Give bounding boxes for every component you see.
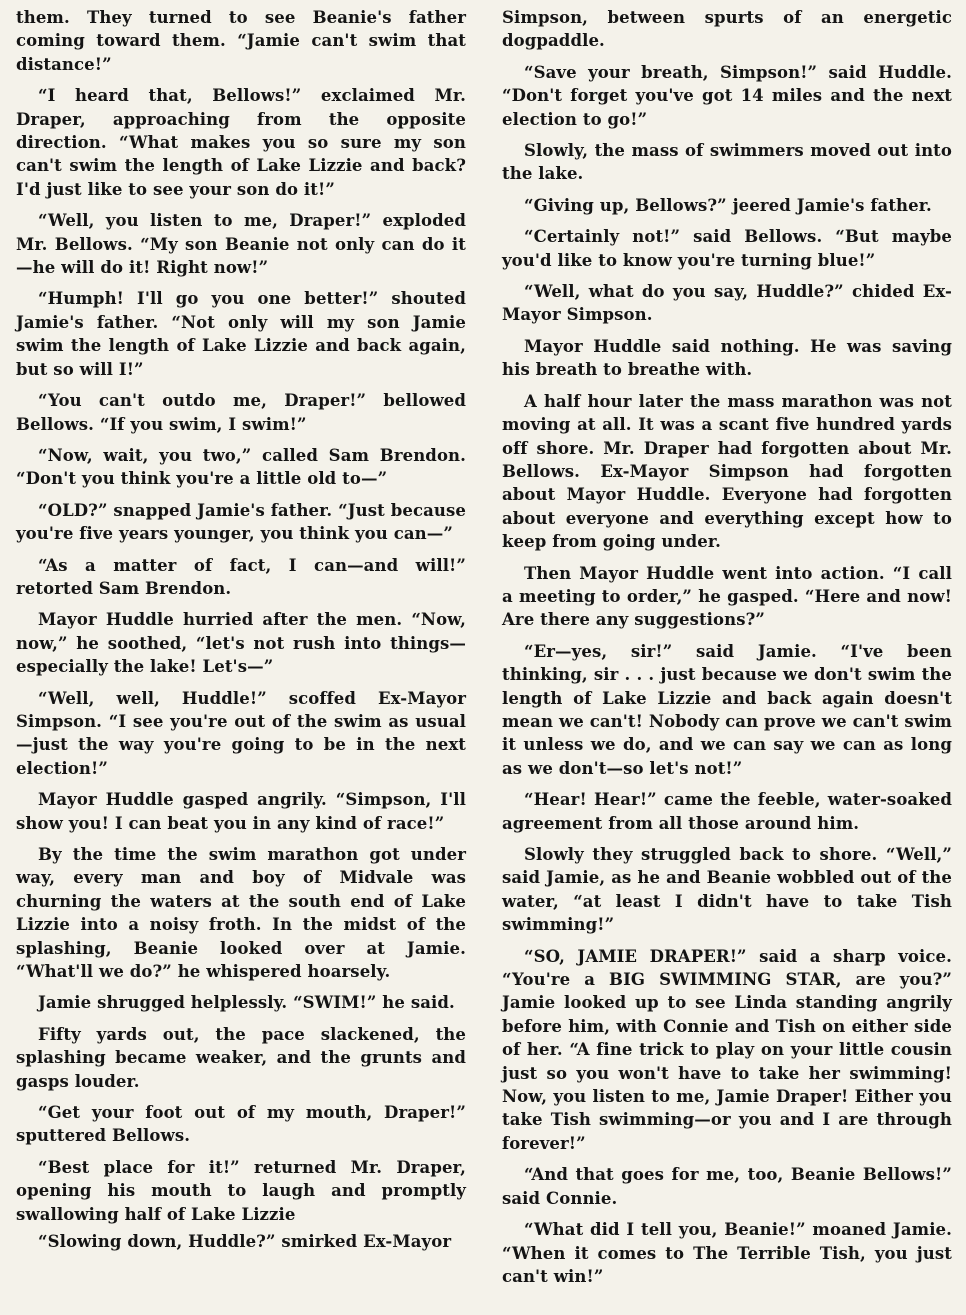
- paragraph: Slowly, the mass of swimmers moved out into the lake.: [502, 141, 952, 184]
- paragraph: “You can't outdo me, Draper!” bellowed Bellows. “If you swim, I swim!”: [16, 391, 466, 434]
- paragraph: Jamie shrugged helplessly. “SWIM!” he said.: [38, 993, 455, 1013]
- paragraph: Then Mayor Huddle went into action. “I call a meeting to order,” he gasped. “Here and now! Are there any suggestions?”: [502, 563, 952, 630]
- left-column: [16, 6, 466, 1315]
- paragraph: “Well, you listen to me, Draper!” exploded Mr. Bellows. “My son Beanie not only can do it—he will do it! Right now!”: [16, 211, 466, 278]
- paragraph: “And that goes for me, too, Beanie Bellows!” said Connie.: [502, 1165, 952, 1208]
- paragraph: Mayor Huddle hurried after the men. “Now, now,” he soothed, “let's not rush into things—especially the lake! Let's—”: [16, 610, 466, 677]
- paragraph: Simpson, between spurts of an energetic dogpaddle.: [502, 8, 952, 51]
- paragraph: “As a matter of fact, I can—and will!” retorted Sam Brendon.: [16, 555, 466, 598]
- paragraph: “SO, JAMIE DRAPER!” said a sharp voice. “You're a BIG SWIMMING STAR, are you?” Jamie looked up to see Linda standing angrily before him, with Connie and Tish on either side of her. “A fine trick to play on your little cousin just so you won't have to take her swimming! Now, you listen to me, Jamie Draper! Either you take Tish swimming—or you and I are through forever!”: [502, 946, 952, 1153]
- paragraph: “OLD?” snapped Jamie's father. “Just because you're five years younger, you think you can—”: [16, 500, 466, 544]
- paragraph: “Get your foot out of my mouth, Draper!” sputtered Bellows.: [16, 1103, 466, 1146]
- paragraph: “Well, what do you say, Huddle?” chided Ex-Mayor Simpson.: [502, 282, 952, 325]
- paragraph: Mayor Huddle gasped angrily. “Simpson, I'll show you! I can beat you in any kind of race!”: [16, 790, 466, 833]
- paragraph: A half hour later the mass marathon was not moving at all. It was a scant five hundred yards off shore. Mr. Draper had forgotten about Mr. Bellows. Ex-Mayor Simpson had forgotten about Mayor Huddle. Everyone had forgotten about everyone and everything except how to keep from going under.: [502, 391, 952, 552]
- paragraph: “I heard that, Bellows!” exclaimed Mr. Draper, approaching from the opposite direction. “What makes you so sure my son can't swim the length of Lake Lizzie and back? I'd just like to see your son do it!”: [16, 86, 466, 199]
- paragraph: Slowly they struggled back to shore. “Well,” said Jamie, as he and Beanie wobbled out of the water, “at least I didn't have to take Tish swimming!”: [502, 845, 952, 935]
- paragraph: “What did I tell you, Beanie!” moaned Jamie. “When it comes to The Terrible Tish, you just can't win!”: [502, 1220, 952, 1286]
- paragraph: “Best place for it!” returned Mr. Draper, opening his mouth to laugh and promptly swallowing half of Lake Lizzie: [16, 1157, 466, 1224]
- paragraph: “Slowing down, Huddle?” smirked Ex-Mayor: [38, 1232, 452, 1252]
- paragraph: Fifty yards out, the pace slackened, the splashing became weaker, and the grunts and gasps louder.: [16, 1024, 466, 1091]
- paragraph: “Humph! I'll go you one better!” shouted Jamie's father. “Not only will my son Jamie swim the length of Lake Lizzie and back again, but so will I!”: [16, 289, 466, 379]
- paragraph: “Now, wait, you two,” called Sam Brendon. “Don't you think you're a little old to—”: [16, 445, 466, 489]
- right-column: [502, 6, 952, 1315]
- paragraph: “Well, well, Huddle!” scoffed Ex-Mayor Simpson. “I see you're out of the swim as usual—just the way you're going to be in the next election!”: [16, 688, 466, 778]
- paragraph: “Certainly not!” said Bellows. “But maybe you'd like to know you're turning blue!”: [502, 227, 952, 270]
- paragraph: “Hear! Hear!” came the feeble, water-soaked agreement from all those around him.: [502, 790, 952, 833]
- paragraph: “Save your breath, Simpson!” said Huddle. “Don't forget you've got 14 miles and the next election to go!”: [502, 62, 952, 129]
- paragraph: By the time the swim marathon got under way, every man and boy of Midvale was churning the waters at the south end of Lake Lizzie into a noisy froth. In the midst of the splashing, Beanie looked over at Jamie. “What'll we do?” he whispered hoarsely.: [16, 845, 466, 982]
- paragraph: “Giving up, Bellows?” jeered Jamie's father.: [524, 195, 932, 215]
- paragraph: them. They turned to see Beanie's father coming toward them. “Jamie can't swim that distance!”: [16, 8, 466, 74]
- paragraph: Mayor Huddle said nothing. He was saving his breath to breathe with.: [502, 336, 952, 380]
- paragraph: “Er—yes, sir!” said Jamie. “I've been thinking, sir . . . just because we don't swim the length of Lake Lizzie and back again doesn't mean we can't! Nobody can prove we can't swim it unless we do, and we can say we can as long as we don't—so let's not!”: [502, 641, 952, 778]
